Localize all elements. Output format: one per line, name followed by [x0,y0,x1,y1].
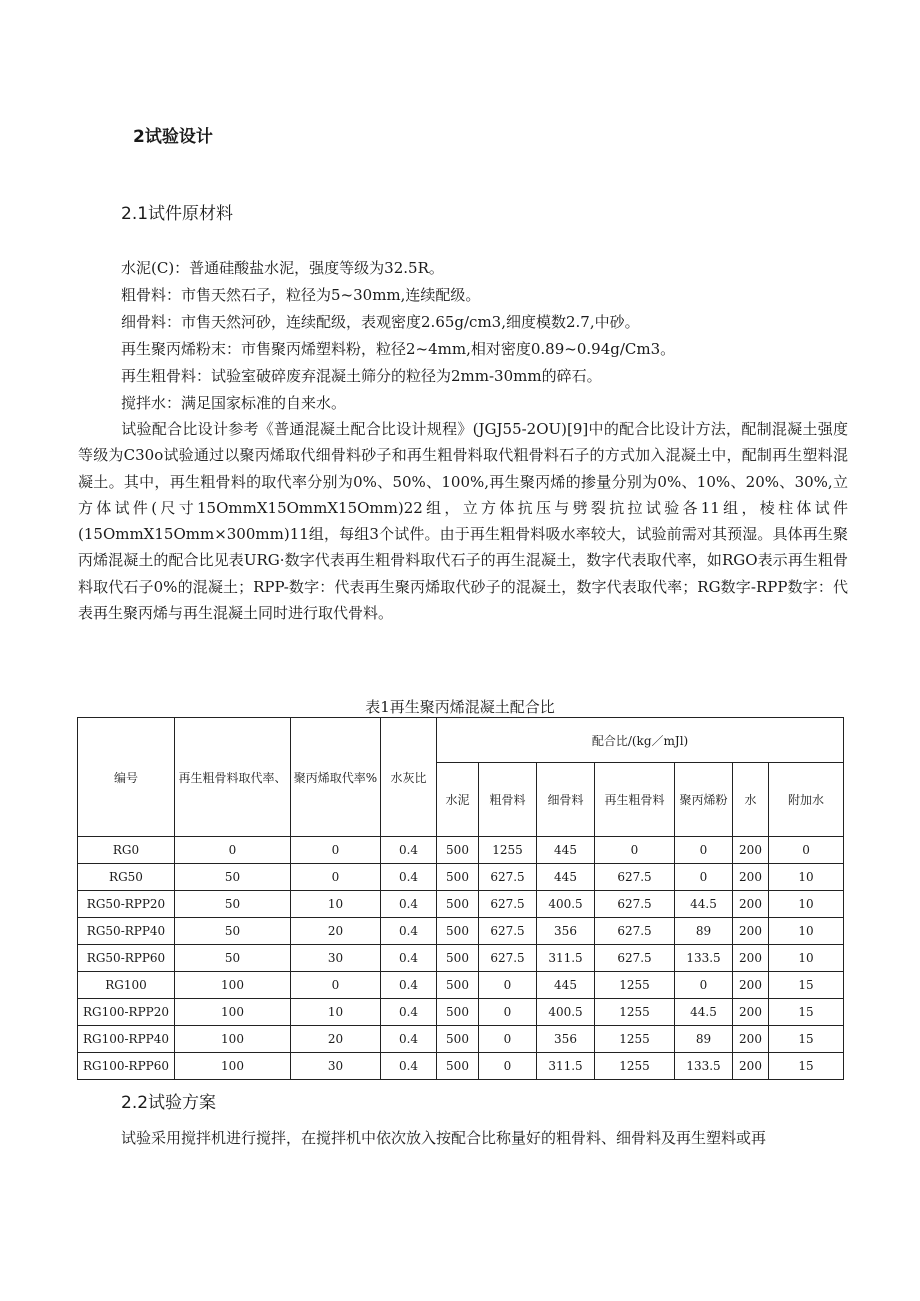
table-row [78,1053,844,1080]
table-cell: 200 [733,1026,769,1053]
table-cell: 15 [769,999,844,1026]
table-cell: 445 [537,972,595,999]
table-cell: 0 [675,864,733,891]
table-cell: 200 [733,1053,769,1080]
table-cell: 445 [537,837,595,864]
table-cell: 0.4 [381,918,437,945]
table-cell: 0 [479,1053,537,1080]
mix-proportion-table [77,717,844,1080]
header-id: 编号 [78,718,175,837]
table-row [78,918,844,945]
table-cell: 50 [175,945,291,972]
table-cell: 0.4 [381,837,437,864]
material-polypropylene: 再生聚丙烯粉末：市售聚丙烯塑料粉，粒径2~4mm,相对密度0.89~0.94g/Cm3。 [121,340,676,358]
table-cell: 500 [437,918,479,945]
table-cell: 50 [175,918,291,945]
header-subcol: 粗骨料 [479,763,537,837]
table-row [78,864,844,891]
table-cell: 0.4 [381,891,437,918]
plan-paragraph: 试验采用搅拌机进行搅拌，在搅拌机中依次放入按配合比称量好的粗骨料、细骨料及再生塑料或再 [121,1129,767,1147]
table-cell: 0 [769,837,844,864]
table-cell: 627.5 [479,918,537,945]
table-cell: 20 [291,1026,381,1053]
table-cell: 100 [175,1053,291,1080]
design-paragraph [78,416,848,626]
table-cell: 627.5 [595,918,675,945]
table-cell: 200 [733,891,769,918]
table-cell: 10 [769,945,844,972]
table-cell: 0 [595,837,675,864]
table-cell: 200 [733,837,769,864]
subsection-heading-materials: 2.1试件原材料 [121,204,234,224]
table-cell: 0 [175,837,291,864]
table-cell: 1255 [595,999,675,1026]
table-cell: RG100-RPP20 [78,999,175,1026]
table-cell: 500 [437,891,479,918]
table-row [78,837,844,864]
table-cell: 627.5 [479,945,537,972]
table-cell: 0 [291,864,381,891]
table-cell: 44.5 [675,999,733,1026]
table-cell: 0 [291,972,381,999]
table-row [78,945,844,972]
table-cell: 356 [537,1026,595,1053]
table-cell: 0.4 [381,1053,437,1080]
header-subcol: 再生粗骨料 [595,763,675,837]
table-cell: 0 [675,972,733,999]
table-cell: 500 [437,945,479,972]
table-cell: 89 [675,1026,733,1053]
table-cell: 500 [437,864,479,891]
table-cell: 200 [733,864,769,891]
header-rg-rate: 再生粗骨料取代率、 [175,718,291,837]
table-cell: 1255 [595,972,675,999]
table-cell: 15 [769,972,844,999]
table-cell: 500 [437,972,479,999]
table-cell: 10 [291,999,381,1026]
table-cell: 10 [769,864,844,891]
table-cell: 0.4 [381,999,437,1026]
table-cell: 356 [537,918,595,945]
header-mix-group: 配合比/(kg／mJl) [437,718,844,763]
material-cement: 水泥(C)：普通硅酸盐水泥，强度等级为32.5R。 [121,259,444,277]
table-cell: RG50-RPP20 [78,891,175,918]
header-pp-rate: 聚丙烯取代率% [291,718,381,837]
material-fine-aggregate: 细骨料：市售天然河砂，连续配级，表观密度2.65g∕cm3,细度模数2.7,中砂。 [121,313,640,331]
table-cell: 627.5 [595,891,675,918]
table-cell: 0 [479,1026,537,1053]
table-cell: 500 [437,1026,479,1053]
table-cell: RG100 [78,972,175,999]
header-subcol: 细骨料 [537,763,595,837]
material-water: 搅拌水：满足国家标准的自来水。 [121,394,347,412]
table-cell: 1255 [595,1026,675,1053]
table-cell: 1255 [479,837,537,864]
table-cell: 15 [769,1026,844,1053]
table-cell: 15 [769,1053,844,1080]
table-cell: 311.5 [537,1053,595,1080]
material-recycled-aggregate: 再生粗骨料：试验室破碎废弃混凝土筛分的粒径为2mm-30mm的碎石。 [121,367,602,385]
subsection-heading-plan: 2.2试验方案 [121,1093,217,1113]
table-cell: 10 [769,918,844,945]
table-cell: 200 [733,999,769,1026]
table-caption: 表1再生聚丙烯混凝土配合比 [365,698,555,716]
table-row [78,999,844,1026]
table-cell: 400.5 [537,891,595,918]
table-cell: 44.5 [675,891,733,918]
table-cell: 200 [733,972,769,999]
table-cell: 1255 [595,1053,675,1080]
table-cell: 627.5 [595,864,675,891]
table-cell: 200 [733,945,769,972]
table-cell: 30 [291,945,381,972]
header-wc-ratio: 水灰比 [381,718,437,837]
table-cell: 20 [291,918,381,945]
table-cell: RG0 [78,837,175,864]
table-cell: 0 [291,837,381,864]
table-cell: RG50 [78,864,175,891]
table-cell: RG50-RPP40 [78,918,175,945]
table-cell: 311.5 [537,945,595,972]
table-cell: 10 [769,891,844,918]
table-cell: RG50-RPP60 [78,945,175,972]
material-coarse-aggregate: 粗骨料：市售天然石子，粒径为5~30mm,连续配级。 [121,286,481,304]
header-subcol: 水泥 [437,763,479,837]
table-cell: 89 [675,918,733,945]
table-cell: 400.5 [537,999,595,1026]
header-subcol: 附加水 [769,763,844,837]
table-cell: 0 [479,972,537,999]
table-cell: 445 [537,864,595,891]
table-cell: RG100-RPP60 [78,1053,175,1080]
table-cell: 100 [175,999,291,1026]
table-cell: 0.4 [381,1026,437,1053]
table-cell: 627.5 [595,945,675,972]
table-cell: 50 [175,864,291,891]
table-cell: 0.4 [381,945,437,972]
table-cell: 500 [437,999,479,1026]
table-cell: 100 [175,1026,291,1053]
table-row [78,1026,844,1053]
header-subcol: 聚丙烯粉 [675,763,733,837]
table-cell: 200 [733,918,769,945]
table-cell: 627.5 [479,864,537,891]
table-cell: 100 [175,972,291,999]
header-subcol: 水 [733,763,769,837]
table-cell: 627.5 [479,891,537,918]
table-cell: 0 [675,837,733,864]
table-cell: 30 [291,1053,381,1080]
table-cell: 500 [437,1053,479,1080]
table-cell: 50 [175,891,291,918]
table-cell: 500 [437,837,479,864]
table-cell: RG100-RPP40 [78,1026,175,1053]
table-row [78,972,844,999]
table-cell: 133.5 [675,945,733,972]
table-cell: 133.5 [675,1053,733,1080]
table-row [78,891,844,918]
section-heading: 2试验设计 [133,127,213,147]
table-cell: 0.4 [381,864,437,891]
table-cell: 0 [479,999,537,1026]
table-cell: 10 [291,891,381,918]
design-paragraph-text: 试验配合比设计参考《普通混凝土配合比设计规程》(JGJ55-2OU)[9]中的配合比设计方法，配制混凝土强度等级为C30o试验通过以聚丙烯取代细骨料砂子和再生粗骨料取代粗骨料石子的方式加入混凝土中，配制再生塑料混凝土。其中，再生粗骨料的取代率分别为0%、50%、100%,再生聚丙烯的掺量分别为0%、10%、20%、30%,立方体试件(尺寸15OmmX15OmmX15Omm)22组，立方体抗压与劈裂抗拉试验各11组，棱柱体试件(15OmmX15Omm×300mm)11组，每组3个试件。由于再生粗骨料吸水率较大，试验前需对其预湿。具体再生聚丙烯混凝土的配合比见表URG·数字代表再生粗骨料取代石子的再生混凝土，数字代表取代率，如RGO表示再生粗骨料取代石子0%的混凝土；RPP-数字：代表再生聚丙烯取代砂子的混凝土，数字代表取代率；RG数字-RPP数字：代表再生聚丙烯与再生混凝土同时进行取代骨料。 [78,420,848,623]
table-cell: 0.4 [381,972,437,999]
